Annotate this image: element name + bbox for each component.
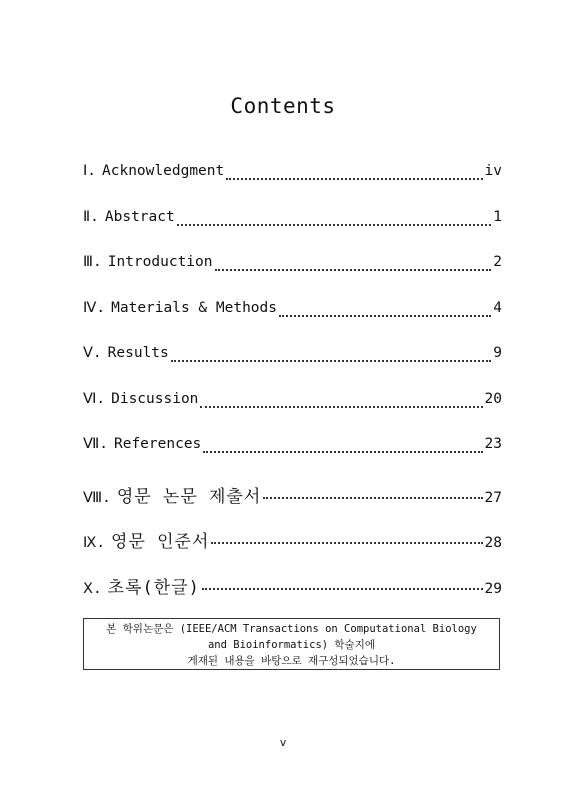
dot-leader	[211, 542, 482, 544]
dot-leader	[200, 406, 482, 408]
toc-page: 29	[484, 580, 502, 597]
dot-leader	[226, 178, 482, 180]
toc-entry[interactable]: Ⅲ . Introduction 2	[83, 254, 502, 270]
toc-number: Ⅶ	[83, 436, 100, 452]
toc-number: Ⅳ	[83, 299, 97, 316]
toc-number: Ⅹ	[83, 580, 93, 597]
toc-entry[interactable]: Ⅷ . 영문 논문 제출서 27	[83, 482, 502, 505]
toc-label: Results	[107, 345, 169, 361]
toc-entry[interactable]: Ⅵ . Discussion 20	[83, 390, 502, 407]
dot-leader	[202, 588, 483, 590]
toc-page: 27	[484, 489, 502, 506]
dot-leader	[279, 315, 491, 317]
toc-page: 9	[493, 345, 502, 361]
publication-note-box	[83, 618, 500, 670]
toc-number: Ⅷ	[83, 489, 103, 506]
toc-page: 1	[493, 208, 502, 225]
toc-number: Ⅵ	[83, 390, 97, 407]
toc-entry[interactable]: Ⅴ . Results 9	[83, 345, 502, 361]
dot-leader	[171, 360, 492, 362]
page-number: v	[279, 736, 287, 749]
toc-label: Abstract	[104, 208, 175, 225]
dot-leader	[177, 224, 492, 226]
toc-entry[interactable]: Ⅳ . Materials & Methods 4	[83, 299, 502, 316]
toc-label: Introduction	[107, 254, 213, 270]
toc-page: 20	[484, 390, 502, 407]
toc-entry[interactable]: Ⅱ . Abstract 1	[83, 208, 502, 225]
dot-leader	[203, 451, 482, 453]
toc-entry[interactable]: Ⅸ . 영문 인준서 28	[83, 527, 502, 550]
dot-leader	[215, 269, 492, 271]
toc-page: 28	[484, 535, 502, 551]
toc-number: Ⅲ	[83, 254, 93, 270]
toc-entry[interactable]: Ⅹ . 초록(한글) 29	[83, 573, 502, 596]
note-line: 게재된 내용을 바탕으로 재구성되었습니다.	[187, 655, 396, 667]
toc-entry[interactable]: Ⅰ . Acknowledgment iv	[83, 163, 502, 179]
toc-page: iv	[484, 163, 502, 179]
toc-label: Discussion	[111, 390, 199, 407]
table-of-contents	[83, 163, 502, 618]
toc-label: 영문 논문 제출서	[116, 486, 262, 507]
toc-number: Ⅸ	[83, 535, 97, 551]
note-line: and Bioinformatics) 학술지에	[207, 639, 375, 651]
toc-number: Ⅱ	[83, 208, 91, 225]
note-line: 본 학위논문은 (IEEE/ACM Transactions on Computational Biology	[106, 623, 477, 635]
dot-leader	[263, 497, 482, 499]
toc-page: 4	[493, 299, 502, 316]
toc-entry[interactable]: Ⅶ . References 23	[83, 436, 502, 452]
toc-number: Ⅴ	[83, 345, 93, 361]
toc-label: References	[113, 436, 202, 452]
page-title: Contents	[230, 94, 336, 118]
toc-page: 23	[484, 436, 502, 452]
toc-page: 2	[493, 254, 502, 270]
toc-label: Acknowledgment	[102, 163, 225, 179]
toc-number: Ⅰ	[83, 163, 88, 179]
toc-label: Materials & Methods	[111, 299, 277, 316]
toc-label: 초록(한글)	[107, 577, 200, 598]
toc-label: 영문 인준서	[111, 532, 210, 552]
